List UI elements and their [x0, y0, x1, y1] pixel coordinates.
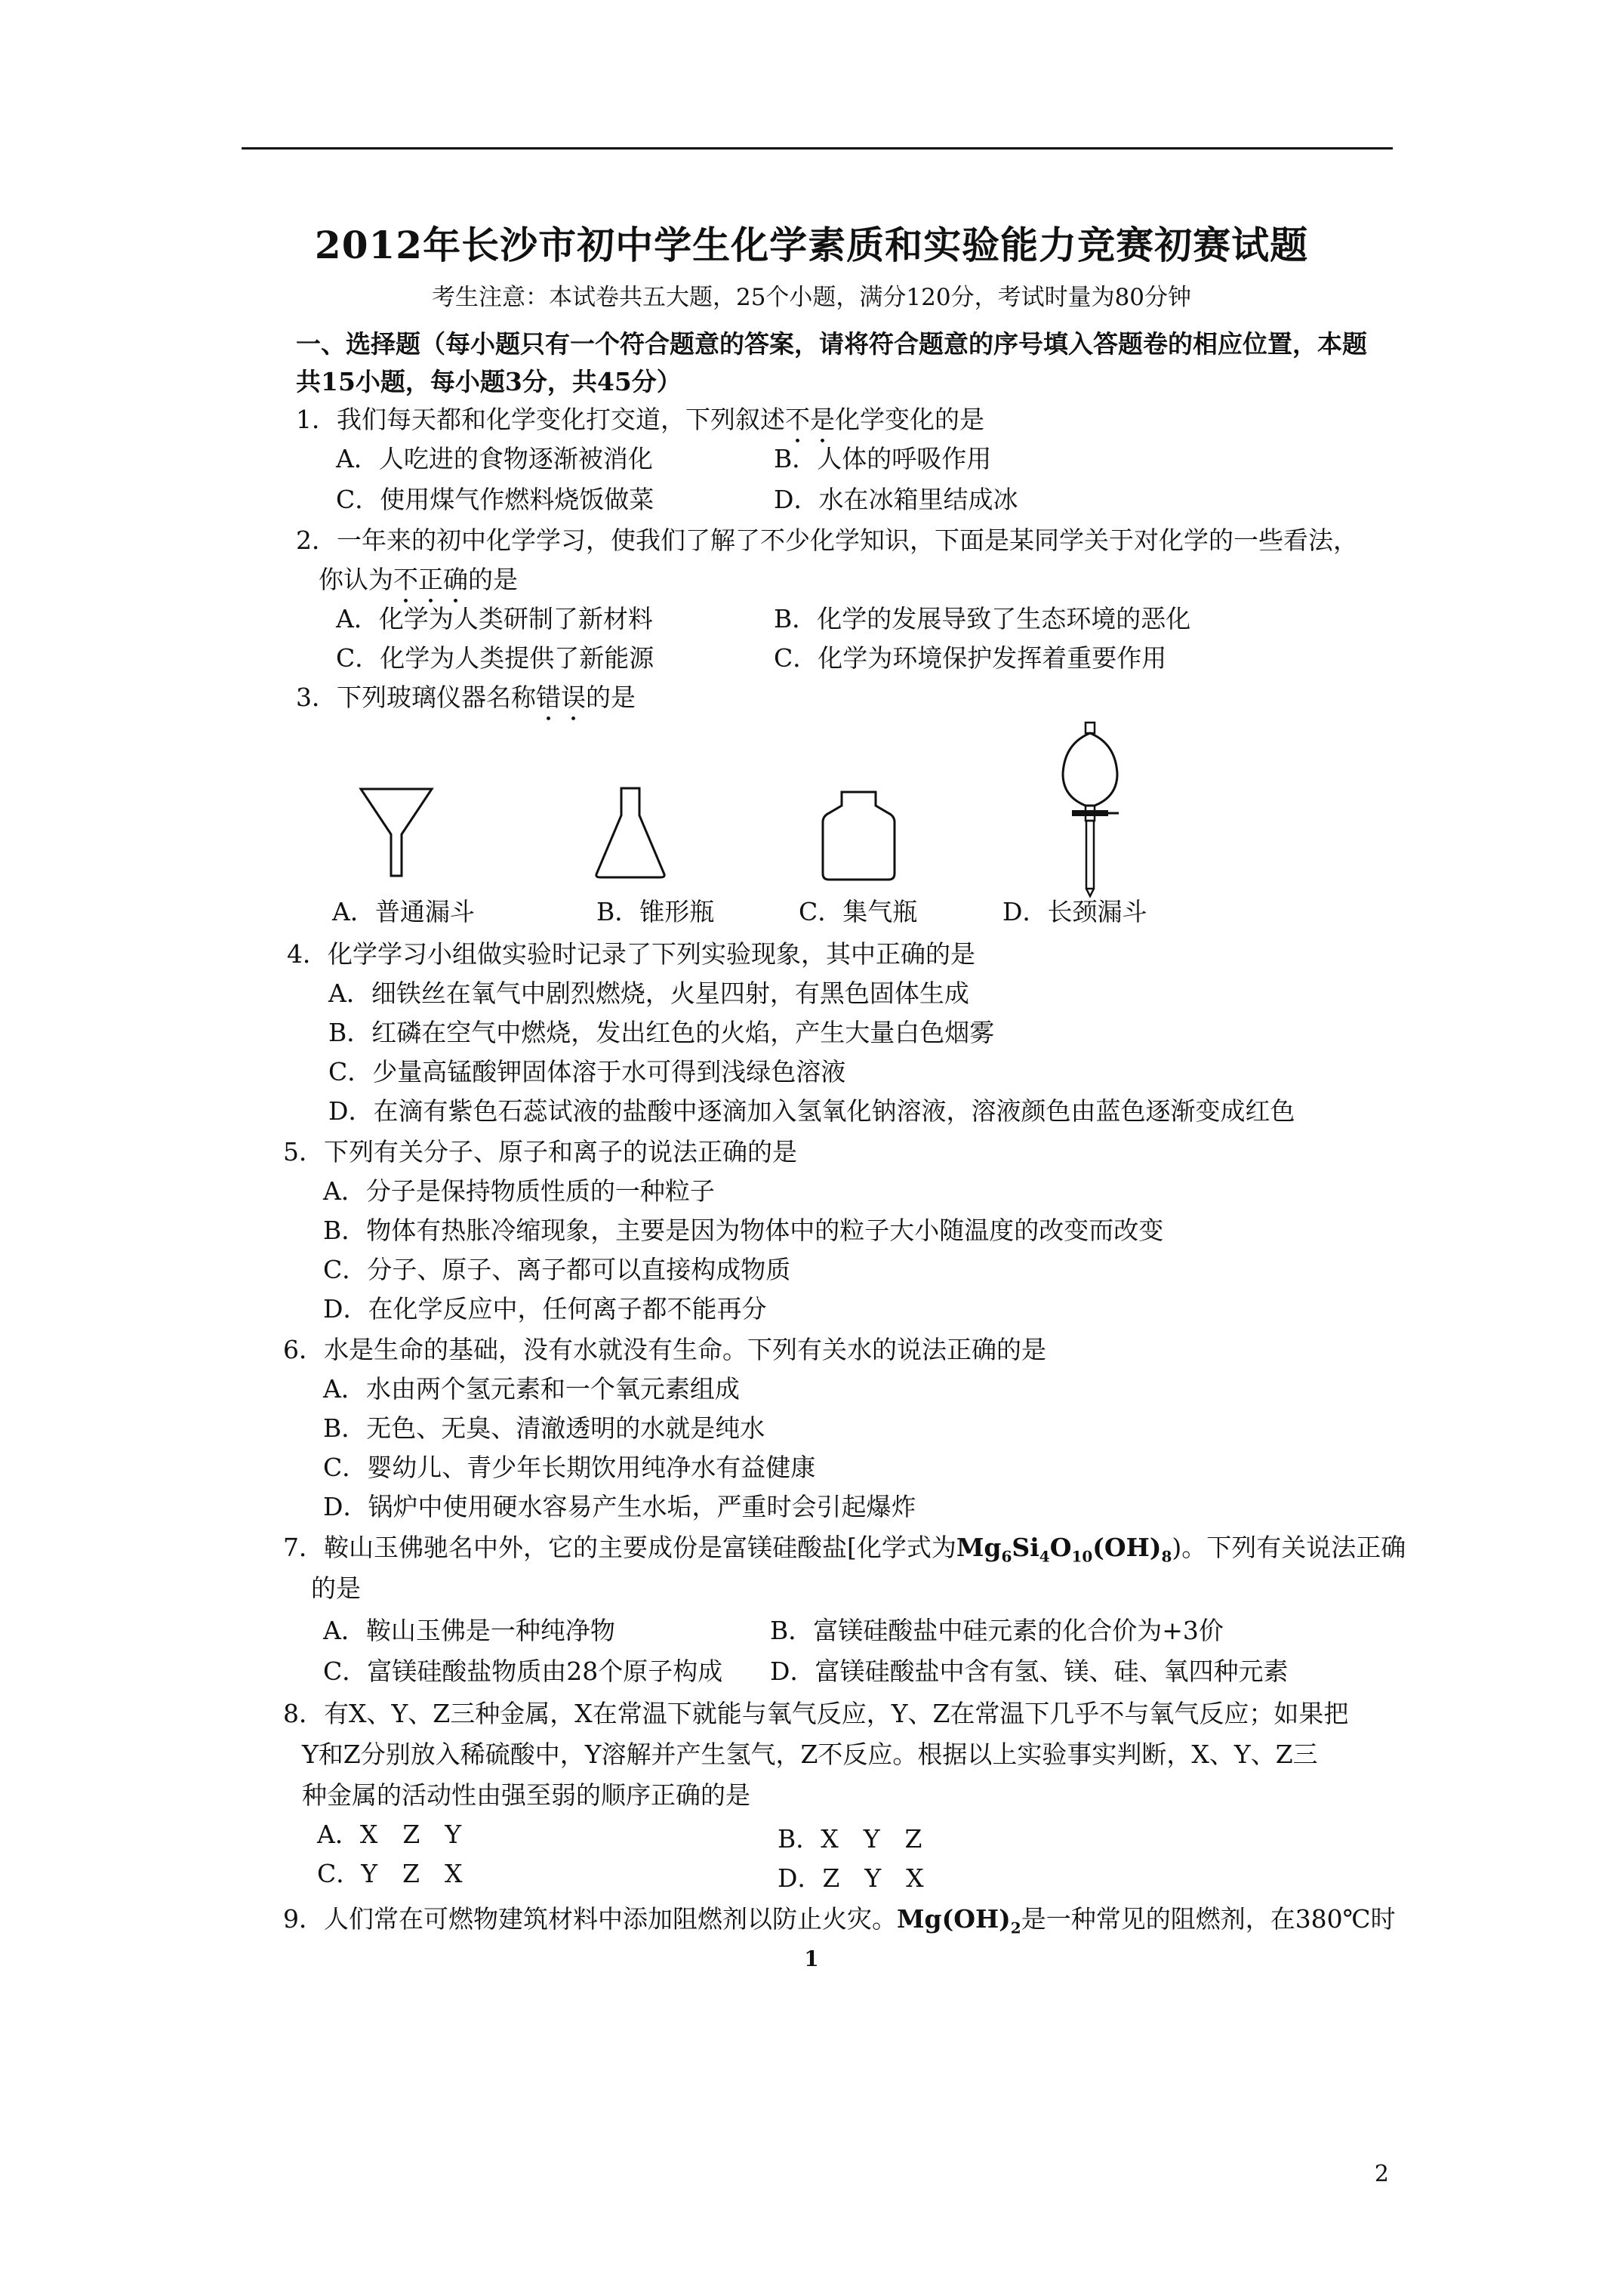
question-9-stem	[283, 1900, 1396, 1937]
q4-option-b: B．红磷在空气中燃烧，发出红色的火焰，产生大量白色烟雾	[328, 1018, 995, 1047]
question-3-stem	[296, 678, 636, 727]
question-4-stem: 4．化学学习小组做实验时记录了下列实验现象，其中正确的是	[287, 939, 975, 969]
q1-option-d: D．水在冰箱里结成冰	[774, 485, 1018, 514]
q2-option-d: C．化学为环境保护发挥着重要作用	[774, 643, 1167, 673]
question-6-stem: 6．水是生命的基础，没有水就没有生命。下列有关水的说法正确的是	[283, 1335, 1046, 1364]
q4-option-c: C．少量高锰酸钾固体溶于水可得到浅绿色溶液	[328, 1057, 846, 1086]
page-number: 1	[804, 1946, 819, 1971]
q9-stem-pre: 9．人们常在可燃物建筑材料中添加阻燃剂以防止火灾。	[283, 1904, 897, 1934]
q7-option-c: C．富镁硅酸盐物质由28个原子构成	[323, 1657, 723, 1686]
formula-o: O	[1049, 1533, 1072, 1562]
q6-option-a: A．水由两个氢元素和一个氧元素组成	[323, 1374, 740, 1404]
q8-option-d: D．Z Y X	[778, 1863, 924, 1893]
q9-stem-post: 是一种常见的阻燃剂，在380℃时	[1021, 1904, 1396, 1934]
q4-option-d: D．在滴有紫色石蕊试液的盐酸中逐滴加入氢氧化钠溶液，溶液颜色由蓝色逐渐变成红色	[328, 1096, 1295, 1126]
q5-option-c: C．分子、原子、离子都可以直接构成物质	[323, 1255, 791, 1284]
q1-option-c: C．使用煤气作燃料烧饭做菜	[336, 485, 654, 514]
q9-formula	[897, 1904, 1021, 1937]
q3-option-b: B．锥形瓶	[596, 897, 715, 926]
separatory-funnel-icon	[1049, 721, 1132, 898]
q6-option-c: C．婴幼儿、青少年长期饮用纯净水有益健康	[323, 1453, 816, 1482]
q7-stem-pre: 7．鞍山玉佛驰名中外，它的主要成份是富镁硅酸盐[化学式为	[283, 1533, 956, 1562]
q2-stem-post: 的是	[468, 565, 518, 594]
q1-stem-post: 化学变化的是	[835, 405, 984, 434]
q6-option-d: D．锅炉中使用硬水容易产生水垢，严重时会引起爆炸	[323, 1492, 916, 1521]
q2-stem-pre: 你认为	[319, 565, 393, 594]
q3-stem-post: 的是	[586, 683, 636, 712]
section-heading-line2: 共15小题，每小题3分，共45分）	[296, 367, 682, 396]
q4-option-a: A．细铁丝在氧气中剧烈燃烧，火星四射，有黑色固体生成	[328, 978, 969, 1008]
formula-si-sub: 4	[1039, 1547, 1050, 1566]
q1-stem-emphasis: 不是	[785, 405, 835, 434]
question-8-stem-line1: 8．有X、Y、Z三种金属，X在常温下就能与氧气反应，Y、Z在常温下几乎不与氧气反应；如果把	[283, 1699, 1349, 1728]
q3-option-a: A．普通漏斗	[332, 897, 475, 926]
page-title: 2012年长沙市初中学生化学素质和实验能力竞赛初赛试题	[314, 223, 1309, 267]
formula-o-sub: 10	[1071, 1547, 1093, 1566]
formula-si: Si	[1012, 1533, 1039, 1562]
q7-option-d: D．富镁硅酸盐中含有氢、镁、硅、氧四种元素	[770, 1657, 1289, 1686]
q3-stem-emphasis: 错误	[536, 683, 586, 712]
formula-mgoh-sub: 2	[1010, 1918, 1021, 1937]
question-7-stem-line2: 的是	[311, 1573, 361, 1603]
question-8-stem-line3: 种金属的活动性由强至弱的顺序正确的是	[302, 1780, 750, 1810]
gas-bottle-icon	[819, 789, 898, 883]
q2-option-c: C．化学为人类提供了新能源	[336, 643, 654, 673]
q8-option-a: A．X Z Y	[317, 1820, 462, 1849]
q7-formula	[956, 1533, 1172, 1566]
corner-page-number: 2	[1374, 2161, 1389, 2187]
q6-option-b: B．无色、无臭、清澈透明的水就是纯水	[323, 1413, 765, 1443]
q3-option-c: C．集气瓶	[799, 897, 918, 926]
question-2-stem-line1: 2．一年来的初中化学学习，使我们了解了不少化学知识，下面是某同学关于对化学的一些看法，	[296, 525, 1358, 555]
funnel-icon	[355, 781, 438, 880]
question-8-stem-line2: Y和Z分别放入稀硫酸中，Y溶解并产生氢气，Z不反应。根据以上实验事实判断，X、Y、Z三	[302, 1740, 1318, 1769]
q2-option-b: B．化学的发展导致了生态环境的恶化	[774, 604, 1191, 633]
formula-oh: (OH)	[1092, 1533, 1162, 1562]
q5-option-b: B．物体有热胀冷缩现象，主要是因为物体中的粒子大小随温度的改变而改变	[323, 1216, 1164, 1245]
formula-mg: Mg	[956, 1533, 1002, 1562]
q5-option-d: D．在化学反应中，任何离子都不能再分	[323, 1294, 767, 1324]
q7-stem-post: )。下列有关说法正确	[1172, 1533, 1406, 1562]
exam-notice: 考生注意：本试卷共五大题，25个小题，满分120分，考试时量为80分钟	[431, 284, 1192, 311]
question-5-stem: 5．下列有关分子、原子和离子的说法正确的是	[283, 1137, 797, 1166]
conical-flask-icon	[593, 785, 668, 880]
formula-oh-sub: 8	[1161, 1547, 1172, 1566]
question-7-stem-line1	[283, 1528, 1406, 1566]
q8-option-b: B．X Y Z	[778, 1824, 922, 1854]
formula-mg-sub: 6	[1001, 1547, 1012, 1566]
q3-option-d: D．长颈漏斗	[1002, 897, 1147, 926]
formula-mgoh: Mg(OH)	[897, 1904, 1011, 1934]
q1-stem-pre: 1．我们每天都和化学变化打交道，下列叙述	[296, 405, 785, 434]
q8-option-c: C．Y Z X	[317, 1859, 463, 1888]
q2-option-a: A．化学为人类研制了新材料	[336, 604, 653, 633]
q5-option-a: A．分子是保持物质性质的一种粒子	[323, 1176, 715, 1206]
q1-option-b: B．人体的呼吸作用	[774, 444, 992, 473]
q3-stem-pre: 3．下列玻璃仪器名称	[296, 683, 536, 712]
top-rule	[242, 147, 1393, 149]
q7-option-b: B．富镁硅酸盐中硅元素的化合价为+3价	[770, 1616, 1224, 1645]
section-heading-line1: 一、选择题（每小题只有一个符合题意的答案，请将符合题意的序号填入答题卷的相应位置，本题	[296, 329, 1367, 359]
q7-option-a: A．鞍山玉佛是一种纯净物	[323, 1616, 615, 1645]
q2-stem-emphasis: 不正确	[393, 565, 468, 594]
q1-option-a: A．人吃进的食物逐渐被消化	[336, 444, 653, 473]
